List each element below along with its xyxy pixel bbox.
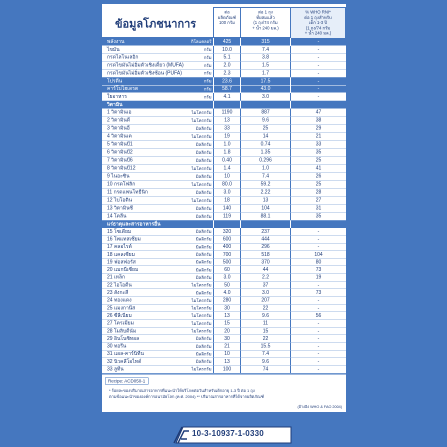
nutrient-unit: มิลลิกรัม bbox=[195, 267, 212, 273]
nutrient-unit: มิลลิกรัม bbox=[195, 141, 212, 147]
nutrient-name: 24 ทองแดง bbox=[107, 297, 132, 304]
value-per-serving: 104 bbox=[240, 205, 290, 213]
column-header-line: ต่อ 1 ถุง bbox=[258, 9, 273, 15]
nutrient-name: คาร์โบไฮเดรต bbox=[107, 86, 139, 92]
value-per-100g: 18 bbox=[213, 197, 240, 205]
nutrition-panel bbox=[102, 4, 346, 412]
value-per-serving: 88.1 bbox=[240, 213, 290, 221]
column-header-rni-percent bbox=[290, 7, 346, 38]
table-row bbox=[102, 350, 346, 358]
nutrient-unit: มิลลิกรัม bbox=[195, 157, 212, 163]
value-per-100g: 13 bbox=[213, 358, 240, 365]
nutrient-unit: ไมโครกรัม bbox=[191, 197, 212, 203]
footnote: * ร้อยละของปริมาณสารอาหารที่แนะนำให้บริโภคต่อวันสำหรับเด็กอายุ 1-3 ปี ต่อ 1 ถุง bbox=[109, 388, 255, 393]
value-rni-percent: - bbox=[290, 70, 346, 77]
value-per-serving: 3.0 bbox=[240, 93, 290, 100]
nutrient-name: 26 ซีลีเนียม bbox=[107, 312, 132, 319]
nutrient-name: 18 แคลเซียม bbox=[107, 251, 135, 258]
reference-note: (อ้างอิง WHO & FAO 2004) bbox=[297, 404, 342, 409]
value-rni-percent: 80 bbox=[290, 259, 346, 266]
nutrient-unit: ไมโครกรัม bbox=[191, 297, 212, 303]
column-header-line: % WHO RNI* bbox=[305, 9, 331, 15]
recipe-code: Recipe: ACD050-1 bbox=[105, 377, 148, 384]
value-per-serving: 0.296 bbox=[240, 157, 290, 165]
value-rni-percent: 19 bbox=[290, 274, 346, 281]
value-per-100g: 600 bbox=[213, 236, 240, 243]
nutrient-name: 7 วิตามินบี6 bbox=[107, 157, 133, 163]
value-rni-percent: - bbox=[290, 46, 346, 53]
nutrient-unit: ไมโครกรัม bbox=[191, 313, 212, 319]
value-per-100g: 1.4 bbox=[213, 165, 240, 173]
value-rni-percent: 35 bbox=[290, 149, 346, 157]
nutrient-name: 30 ทอรีน bbox=[107, 343, 127, 350]
nutrient-name: 14 โคลีน bbox=[107, 213, 127, 219]
nutrient-name: กรดไลโนเลอิก bbox=[107, 54, 139, 61]
nutrient-name: 15 โซเดียม bbox=[107, 228, 132, 235]
column-header-line: + น้ำ 240 มล.) bbox=[252, 25, 279, 31]
nutrient-name: 3 วิตามินอี bbox=[107, 125, 130, 131]
value-per-serving: 7.4 bbox=[240, 46, 290, 53]
value-per-serving: 25 bbox=[240, 125, 290, 133]
table-row bbox=[102, 366, 346, 374]
nutrient-name: 5 วิตามินบี1 bbox=[107, 141, 133, 147]
table-row bbox=[102, 266, 346, 274]
nutrient-unit: กรัม bbox=[203, 70, 212, 76]
value-per-serving: 7.4 bbox=[240, 350, 290, 357]
table-row bbox=[102, 38, 346, 46]
value-rni-percent: - bbox=[290, 38, 346, 45]
value-rni-percent: 26 bbox=[290, 173, 346, 181]
value-rni-percent: 28 bbox=[290, 189, 346, 197]
table-row bbox=[102, 335, 346, 343]
nutrient-name: 32 นิวคลีโอไทด์ bbox=[107, 358, 142, 365]
value-rni-percent: - bbox=[290, 304, 346, 311]
table-row bbox=[102, 197, 346, 205]
value-per-serving: 15.5 bbox=[240, 343, 290, 350]
value-rni-percent: - bbox=[290, 54, 346, 61]
nutrient-unit: กิโลแคลอรี bbox=[191, 39, 212, 45]
value-per-100g: 3.0 bbox=[213, 189, 240, 197]
nutrient-name: 25 แมงกานีส bbox=[107, 305, 136, 311]
value-rni-percent: - bbox=[290, 93, 346, 100]
nutrient-unit: มิลลิกรัม bbox=[195, 125, 212, 131]
value-rni-percent: 73 bbox=[290, 289, 346, 296]
nutrient-name: ไขมัน bbox=[107, 46, 120, 53]
value-rni-percent: - bbox=[290, 243, 346, 250]
nutrient-unit: มิลลิกรัม bbox=[195, 236, 212, 242]
nutrient-name: 20 แมกนีเซียม bbox=[107, 267, 139, 273]
empty-cell bbox=[213, 221, 240, 229]
value-per-100g: 15 bbox=[213, 320, 240, 327]
value-rni-percent: - bbox=[290, 320, 346, 327]
value-rni-percent: 25 bbox=[290, 181, 346, 189]
footnote: ตามข้อแนะนำขององค์การอนามัยโลก (ค.ศ. 2004) ** ปริมาณสารอาหารที่ได้จากผลิตภัณฑ์ bbox=[109, 394, 265, 399]
table-row bbox=[102, 282, 346, 290]
column-header-line: (1 ถุง/74 กรัม bbox=[253, 20, 278, 25]
value-per-serving: 3.0 bbox=[240, 289, 290, 296]
value-per-serving: 887 bbox=[240, 109, 290, 117]
value-rni-percent: - bbox=[290, 282, 346, 289]
value-per-serving: 444 bbox=[240, 236, 290, 243]
table-row bbox=[102, 133, 346, 141]
table-row bbox=[102, 117, 346, 125]
value-per-serving: 0.74 bbox=[240, 141, 290, 149]
section-header-vitamins bbox=[102, 101, 346, 109]
registration-mark bbox=[172, 426, 292, 444]
value-per-serving: 14 bbox=[240, 133, 290, 141]
value-per-serving: 296 bbox=[240, 243, 290, 250]
value-rni-percent: - bbox=[290, 335, 346, 342]
value-per-100g: 19 bbox=[213, 133, 240, 141]
value-per-100g: 2.3 bbox=[213, 70, 240, 77]
table-row bbox=[102, 189, 346, 197]
mineral-rows bbox=[102, 228, 346, 373]
nutrient-name: กรดไขมันไม่อิ่มตัวเชิงเดี่ยว (MUFA) bbox=[107, 62, 184, 69]
column-header-line: (1 ถุง/74 กรัม bbox=[305, 25, 331, 31]
table-row bbox=[102, 320, 346, 328]
value-per-serving: 9.6 bbox=[240, 117, 290, 125]
nutrient-unit: ไมโครกรัม bbox=[191, 328, 212, 334]
value-per-100g: 23.6 bbox=[213, 77, 240, 84]
value-per-serving: 3.8 bbox=[240, 54, 290, 61]
nutrient-unit: ไมโครกรัม bbox=[191, 109, 212, 115]
nutrient-name: 11 กรดแพนโทธีนิก bbox=[107, 189, 148, 195]
table-row bbox=[102, 274, 346, 282]
nutrient-name: 28 โมลิบดีนัม bbox=[107, 328, 137, 334]
nutrient-name: กรดไขมันไม่อิ่มตัวเชิงซ้อน (PUFA) bbox=[107, 70, 182, 76]
value-per-100g: 400 bbox=[213, 243, 240, 250]
nutrient-unit: มิลลิกรัม bbox=[195, 343, 212, 349]
value-rni-percent: 38 bbox=[290, 117, 346, 125]
nutrient-unit: กรัม bbox=[203, 62, 212, 68]
nutrient-unit: ไมโครกรัม bbox=[191, 117, 212, 123]
section-title: แร่ธาตุและสารอาหารอื่น bbox=[107, 221, 161, 227]
column-header-line: ต่อ 1 ถุงสำหรับ bbox=[304, 14, 332, 20]
value-per-100g: 20 bbox=[213, 327, 240, 334]
value-per-serving: 207 bbox=[240, 297, 290, 304]
nutrient-unit: ไมโครกรัม bbox=[191, 305, 212, 311]
table-row bbox=[102, 243, 346, 251]
table-footer bbox=[102, 373, 346, 412]
nutrient-unit: มิลลิกรัม bbox=[195, 173, 212, 179]
empty-cell bbox=[290, 221, 346, 229]
macronutrient-rows bbox=[102, 38, 346, 101]
table-row bbox=[102, 62, 346, 70]
nutrient-unit: กรัม bbox=[203, 94, 212, 100]
value-per-serving: 22 bbox=[240, 335, 290, 342]
table-row bbox=[102, 343, 346, 351]
table-row bbox=[102, 205, 346, 213]
nutrient-name: 33 ลูทีน bbox=[107, 366, 124, 372]
value-per-serving: 17.5 bbox=[240, 77, 290, 84]
table-row bbox=[102, 228, 346, 236]
value-per-100g: 1.8 bbox=[213, 149, 240, 157]
empty-cell bbox=[213, 101, 240, 109]
empty-cell bbox=[290, 101, 346, 109]
registration-number: 10-3-10937-1-0330 bbox=[192, 429, 264, 438]
table-row bbox=[102, 46, 346, 54]
value-per-100g: 10 bbox=[213, 173, 240, 181]
value-per-100g: 21 bbox=[213, 343, 240, 350]
nutrient-name: 29 อินโนซิทอล bbox=[107, 335, 140, 342]
nutrient-unit: มิลลิกรัม bbox=[195, 205, 212, 211]
value-per-100g: 60 bbox=[213, 266, 240, 273]
value-per-100g: 700 bbox=[213, 251, 240, 258]
value-per-serving: 22 bbox=[240, 304, 290, 311]
column-header-line: ผลิตภัณฑ์ bbox=[217, 14, 237, 20]
nutrient-name: 10 กรดโฟลิก bbox=[107, 181, 136, 187]
value-per-100g: 10 bbox=[213, 350, 240, 357]
nutrient-unit: มิลลิกรัม bbox=[195, 336, 212, 342]
nutrient-name: 19 ฟอสฟอรัส bbox=[107, 259, 136, 265]
table-row bbox=[102, 157, 346, 165]
table-row bbox=[102, 70, 346, 78]
value-per-100g: 5.1 bbox=[213, 54, 240, 61]
value-per-100g: 58.7 bbox=[213, 85, 240, 92]
nutrient-name: 6 วิตามินบี2 bbox=[107, 149, 133, 155]
value-per-100g: 140 bbox=[213, 205, 240, 213]
nutrient-name: 4 วิตามินเค bbox=[107, 133, 132, 139]
section-header-minerals bbox=[102, 221, 346, 229]
table-row bbox=[102, 213, 346, 221]
nutrient-name: 21 เหล็ก bbox=[107, 274, 126, 281]
value-per-100g: 280 bbox=[213, 297, 240, 304]
value-per-serving: 7.4 bbox=[240, 173, 290, 181]
nutrient-unit: ไมโครกรัม bbox=[191, 133, 212, 139]
value-per-serving: 59.2 bbox=[240, 181, 290, 189]
nutrient-unit: กรัม bbox=[203, 54, 212, 60]
nutrient-unit: มิลลิกรัม bbox=[195, 229, 212, 235]
column-header-line: ต่อ bbox=[224, 9, 230, 15]
value-per-100g: 33 bbox=[213, 125, 240, 133]
nutrient-unit: ไมโครกรัม bbox=[191, 320, 212, 326]
value-per-serving: 2.22 bbox=[240, 189, 290, 197]
table-row bbox=[102, 149, 346, 157]
table-row bbox=[102, 236, 346, 244]
value-per-100g: 2.0 bbox=[213, 62, 240, 69]
value-rni-percent: 41 bbox=[290, 165, 346, 173]
table-row bbox=[102, 54, 346, 62]
value-per-100g: 1.0 bbox=[213, 141, 240, 149]
table-row bbox=[102, 358, 346, 366]
value-per-100g: 13 bbox=[213, 312, 240, 319]
vitamin-rows bbox=[102, 109, 346, 221]
value-per-100g: 13 bbox=[213, 117, 240, 125]
nutrient-unit: มิลลิกรัม bbox=[195, 290, 212, 296]
value-per-serving: 2.2 bbox=[240, 274, 290, 281]
nutrient-unit: มิลลิกรัม bbox=[195, 189, 212, 195]
nutrient-unit: ไมโครกรัม bbox=[191, 282, 212, 288]
empty-cell bbox=[191, 101, 213, 109]
nutrient-unit: ไมโครกรัม bbox=[191, 366, 212, 372]
nutrient-unit: มิลลิกรัม bbox=[195, 259, 212, 265]
value-per-100g: 100 bbox=[213, 366, 240, 373]
table-row bbox=[102, 297, 346, 305]
nutrient-name: พลังงาน bbox=[107, 38, 125, 45]
value-rni-percent: - bbox=[290, 85, 346, 92]
table-row bbox=[102, 289, 346, 297]
column-header-line: + น้ำ 240 มล.) bbox=[304, 30, 332, 36]
value-rni-percent: 73 bbox=[290, 266, 346, 273]
value-rni-percent: - bbox=[290, 297, 346, 304]
nutrient-name: 23 สังกะสี bbox=[107, 290, 129, 296]
value-per-100g: 119 bbox=[213, 213, 240, 221]
table-row bbox=[102, 312, 346, 320]
value-rni-percent: 47 bbox=[290, 109, 346, 117]
nutrient-name: 17 คลอไรด์ bbox=[107, 244, 132, 250]
nutrient-unit: กรัม bbox=[203, 78, 212, 84]
value-rni-percent: 35 bbox=[290, 213, 346, 221]
nutrient-name: 1 วิตามินเอ bbox=[107, 109, 132, 115]
value-per-100g: 10.0 bbox=[213, 46, 240, 53]
nutrient-unit: มิลลิกรัม bbox=[195, 149, 212, 155]
empty-cell bbox=[191, 221, 213, 229]
nutrient-name: 22 ไอโอดีน bbox=[107, 282, 132, 288]
value-per-serving: 15 bbox=[240, 327, 290, 334]
nutrient-name: 9 ไนอะซิน bbox=[107, 173, 130, 179]
value-rni-percent: - bbox=[290, 327, 346, 334]
value-rni-percent: 56 bbox=[290, 312, 346, 319]
value-per-serving: 9.6 bbox=[240, 358, 290, 365]
nutrient-name: โปรตีน bbox=[107, 78, 123, 84]
column-header-per-serving bbox=[240, 7, 291, 38]
column-header-line: เด็ก 1-3 ปี bbox=[309, 20, 327, 25]
nutrient-name: 27 โครเมียม bbox=[107, 320, 134, 327]
nutrient-unit: มิลลิกรัม bbox=[195, 244, 212, 250]
value-per-serving: 315 bbox=[240, 38, 290, 45]
value-per-serving: 43.0 bbox=[240, 85, 290, 92]
value-per-100g: 4.1 bbox=[213, 93, 240, 100]
empty-cell bbox=[240, 221, 290, 229]
value-per-serving: 44 bbox=[240, 266, 290, 273]
table-row bbox=[102, 93, 346, 101]
table-row bbox=[102, 173, 346, 181]
nutrient-name: 8 วิตามินบี12 bbox=[107, 165, 136, 171]
value-per-100g: 320 bbox=[213, 228, 240, 235]
section-title: วิตามิน bbox=[107, 102, 123, 108]
value-rni-percent: 25 bbox=[290, 157, 346, 165]
value-rni-percent: - bbox=[290, 350, 346, 357]
nutrient-name: 12 ไบโอติน bbox=[107, 197, 132, 203]
value-per-serving: 9.6 bbox=[240, 312, 290, 319]
nutrient-unit: ไมโครกรัม bbox=[191, 165, 212, 171]
value-per-serving: 237 bbox=[240, 228, 290, 235]
nutrient-unit: มิลลิกรัม bbox=[195, 274, 212, 280]
value-per-serving: 1.5 bbox=[240, 62, 290, 69]
value-per-100g: 30 bbox=[213, 304, 240, 311]
value-per-serving: 1.7 bbox=[240, 70, 290, 77]
nutrient-unit: มิลลิกรัม bbox=[195, 351, 212, 357]
nutrient-name: 31 แอล-คาร์นิทีน bbox=[107, 351, 144, 357]
table-row bbox=[102, 165, 346, 173]
value-rni-percent: 29 bbox=[290, 125, 346, 133]
table-row bbox=[102, 109, 346, 117]
nutrient-unit: กรัม bbox=[203, 47, 212, 53]
table-row bbox=[102, 181, 346, 189]
value-rni-percent: - bbox=[290, 62, 346, 69]
table-row bbox=[102, 251, 346, 259]
nutrient-unit: มิลลิกรัม bbox=[195, 359, 212, 365]
value-rni-percent: 27 bbox=[290, 197, 346, 205]
value-per-serving: 1.35 bbox=[240, 149, 290, 157]
value-per-serving: 74 bbox=[240, 366, 290, 373]
value-rni-percent: - bbox=[290, 77, 346, 84]
table-row bbox=[102, 327, 346, 335]
column-header-line: ที่ผสมแล้ว bbox=[256, 14, 275, 20]
nutrient-unit: ไมโครกรัม bbox=[191, 181, 212, 187]
value-per-serving: 370 bbox=[240, 259, 290, 266]
table-row bbox=[102, 259, 346, 267]
nutrient-name: 16 โพแทสเซียม bbox=[107, 236, 141, 242]
value-per-100g: 30 bbox=[213, 335, 240, 342]
value-per-100g: 0.40 bbox=[213, 157, 240, 165]
value-per-100g: 80.0 bbox=[213, 181, 240, 189]
value-per-100g: 500 bbox=[213, 259, 240, 266]
value-rni-percent: - bbox=[290, 228, 346, 235]
value-per-100g: 3.0 bbox=[213, 274, 240, 281]
nutrient-name: 2 วิตามินดี bbox=[107, 117, 130, 123]
value-per-100g: 4.0 bbox=[213, 289, 240, 296]
column-header-line: 100 กรัม bbox=[219, 20, 235, 25]
value-per-100g: 1190 bbox=[213, 109, 240, 117]
value-per-serving: 518 bbox=[240, 251, 290, 258]
empty-cell bbox=[240, 101, 290, 109]
table-header bbox=[102, 4, 346, 38]
nutrition-table bbox=[102, 4, 346, 412]
table-row bbox=[102, 304, 346, 312]
table-row bbox=[102, 141, 346, 149]
value-per-serving: 11 bbox=[240, 320, 290, 327]
value-per-serving: 37 bbox=[240, 282, 290, 289]
value-per-serving: 13 bbox=[240, 197, 290, 205]
value-rni-percent: 31 bbox=[290, 205, 346, 213]
value-per-100g: 50 bbox=[213, 282, 240, 289]
value-rni-percent: - bbox=[290, 358, 346, 365]
nutrient-unit: มิลลิกรัม bbox=[195, 213, 212, 219]
value-rni-percent: - bbox=[290, 236, 346, 243]
table-row bbox=[102, 125, 346, 133]
value-rni-percent: 21 bbox=[290, 133, 346, 141]
table-row bbox=[102, 77, 346, 85]
nutrient-unit: มิลลิกรัม bbox=[195, 252, 212, 258]
table-row bbox=[102, 85, 346, 93]
page-title: ข้อมูลโภชนาการ bbox=[115, 17, 197, 30]
value-per-serving: 1.0 bbox=[240, 165, 290, 173]
nutrient-unit: กรัม bbox=[203, 86, 212, 92]
value-rni-percent: 33 bbox=[290, 141, 346, 149]
value-rni-percent: 104 bbox=[290, 251, 346, 258]
value-rni-percent: - bbox=[290, 366, 346, 373]
nutrient-name: 13 วิตามินซี bbox=[107, 205, 133, 211]
value-per-100g: 425 bbox=[213, 38, 240, 45]
column-header-per-100g bbox=[213, 7, 241, 38]
value-rni-percent: - bbox=[290, 343, 346, 350]
nutrient-name: ใยอาหาร bbox=[107, 94, 127, 100]
